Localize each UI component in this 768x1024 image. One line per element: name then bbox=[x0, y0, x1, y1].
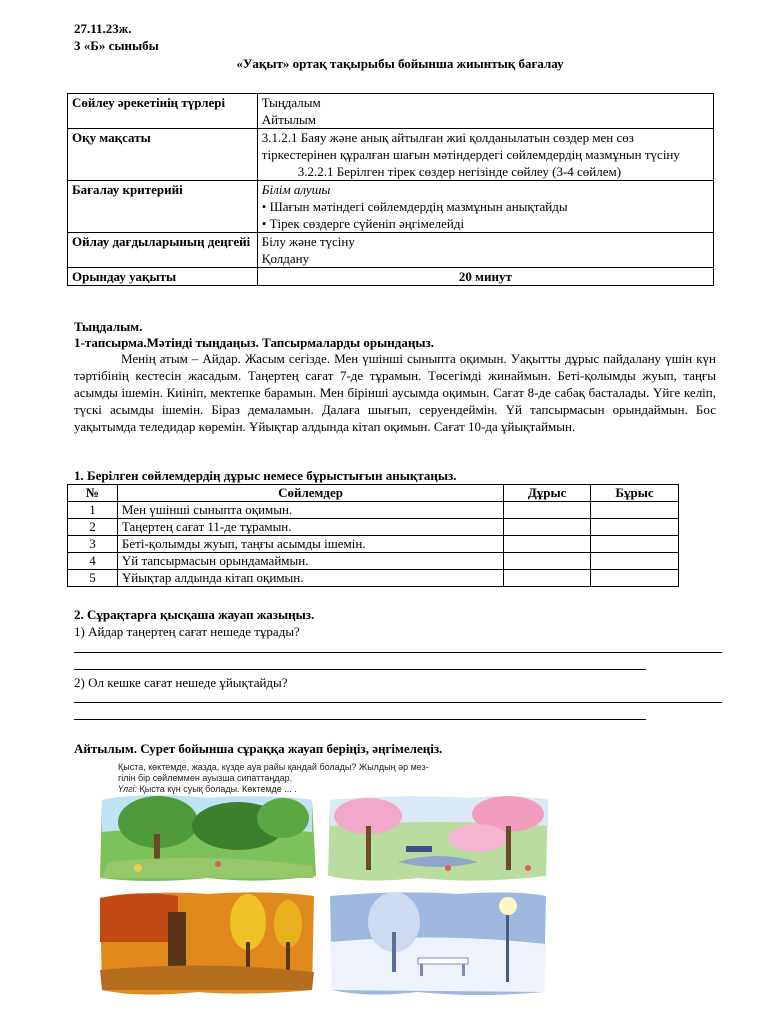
col-true: Дұрыс bbox=[504, 485, 591, 502]
seasons-picture bbox=[98, 792, 550, 998]
info-row bbox=[68, 181, 714, 233]
sentences-table bbox=[67, 484, 679, 587]
picture-caption: Қыста, көктемде, жазда, күзде ауа райы қандай болады? Жылдың әр мез- гілін бір сөйлеммен ауызша сипаттаңдар. Үлгі: Қыста күн суық болады. Көктемде ... . bbox=[118, 762, 429, 794]
info-value: Білім алушы • Шағын мәтіндегі сөйлемдердің мазмұнын анықтайды • Тірек сөздерге сүйеніп әңгімелейді bbox=[257, 181, 713, 233]
info-label: Ойлау дағдыларының деңгейі bbox=[68, 233, 258, 268]
true-cell[interactable] bbox=[504, 536, 591, 553]
info-row bbox=[68, 268, 714, 286]
answer-line[interactable] bbox=[74, 652, 722, 653]
answer-line[interactable] bbox=[74, 702, 722, 703]
page-title: «Уақыт» ортақ тақырыбы бойынша жиынтық бағалау bbox=[236, 56, 564, 71]
info-label: Бағалау критерийі bbox=[68, 181, 258, 233]
table-row: 5 Ұйықтар алдында кітап оқимын. bbox=[68, 570, 679, 587]
summer-picture bbox=[100, 795, 316, 881]
info-value: Білу және түсіну Қолдану bbox=[257, 233, 713, 268]
true-cell[interactable] bbox=[504, 570, 591, 587]
task-heading: 1-тапсырма.Мәтінді тыңдаңыз. Тапсырмаларды орындаңыз. bbox=[74, 335, 434, 350]
table-row: 1 Мен үшінші сыныпта оқимын. bbox=[68, 502, 679, 519]
autumn-picture bbox=[100, 892, 314, 994]
info-value: 3.1.2.1 Баяу және анық айтылған жиі қолданылатын сөздер мен сөз тіркестерінен құралған шағын мәтіндердегі сөйлемдердің мазмұнын түсіну 3.2.2.1 Берілген тірек сөздер негізінде сөйлеу (3-4 сөйлем) bbox=[257, 129, 713, 181]
table-row: 3 Беті-қолымды жуып, таңғы асымды ішемін. bbox=[68, 536, 679, 553]
info-label: Сөйлеу әрекетінің түрлері bbox=[68, 94, 258, 129]
spring-picture bbox=[328, 796, 548, 881]
winter-picture bbox=[330, 892, 546, 995]
col-number: № bbox=[68, 485, 118, 502]
speaking-heading: Айтылым. Сурет бойынша сұраққа жауап беріңіз, әңгімелеңіз. bbox=[74, 741, 443, 756]
answer-line[interactable] bbox=[74, 719, 646, 720]
info-label: Орындау уақыты bbox=[68, 268, 258, 286]
question-2: 2) Ол кешке сағат нешеде ұйықтайды? bbox=[74, 675, 288, 690]
col-false: Бұрыс bbox=[591, 485, 679, 502]
false-cell[interactable] bbox=[591, 553, 679, 570]
info-label: Оқу мақсаты bbox=[68, 129, 258, 181]
info-value: Тыңдалым Айтылым bbox=[257, 94, 713, 129]
info-row bbox=[68, 94, 714, 129]
q1-heading: 1. Берілген сөйлемдердің дұрыс немесе бұрыстығын анықтаңыз. bbox=[74, 468, 457, 483]
question-1: 1) Айдар таңертең сағат нешеде тұрады? bbox=[74, 624, 300, 639]
table-row: 2 Таңертең сағат 11-де тұрамын. bbox=[68, 519, 679, 536]
table-row: 4 Үй тапсырмасын орындамаймын. bbox=[68, 553, 679, 570]
true-cell[interactable] bbox=[504, 519, 591, 536]
true-cell[interactable] bbox=[504, 502, 591, 519]
table-header-row bbox=[68, 485, 679, 502]
date: 27.11.23ж. bbox=[74, 21, 132, 36]
listening-text: Менің атым – Айдар. Жасым сегізде. Мен үшінші сыныпта оқимын. Уақытты дұрыс пайдалану үшін күн тәртібінің кестесін жасадым. Таңертең сағат 7-де тұрамын. Төсегімді жинаймын. Беті-қолымды жуып, таңғы асымды ішемін. Киініп, мектепке барамын. Мен бірінші аусымда оқимын. Сағат 8-де сабақ басталады. Үйге келіп, түскі асымды ішемін. Біраз демаламын. Далаға шығып, серуендеймін. Үй тапсырмасын орындаймын. Бос уақытымда теледидар көремін. Ұйықтар алдында кітап оқимын. Сағат 10-да ұйықтаймын. bbox=[74, 351, 716, 434]
info-table bbox=[67, 93, 714, 286]
col-sentences: Сөйлемдер bbox=[117, 485, 503, 502]
false-cell[interactable] bbox=[591, 570, 679, 587]
info-value: 20 минут bbox=[257, 268, 713, 286]
listening-heading: Тыңдалым. bbox=[74, 319, 143, 334]
answer-line[interactable] bbox=[74, 669, 646, 670]
info-row bbox=[68, 129, 714, 181]
false-cell[interactable] bbox=[591, 502, 679, 519]
info-row bbox=[68, 233, 714, 268]
false-cell[interactable] bbox=[591, 536, 679, 553]
class-name: 3 «Б» сыныбы bbox=[74, 38, 159, 53]
true-cell[interactable] bbox=[504, 553, 591, 570]
q2-heading: 2. Сұрақтарға қысқаша жауап жазыңыз. bbox=[74, 607, 315, 622]
false-cell[interactable] bbox=[591, 519, 679, 536]
